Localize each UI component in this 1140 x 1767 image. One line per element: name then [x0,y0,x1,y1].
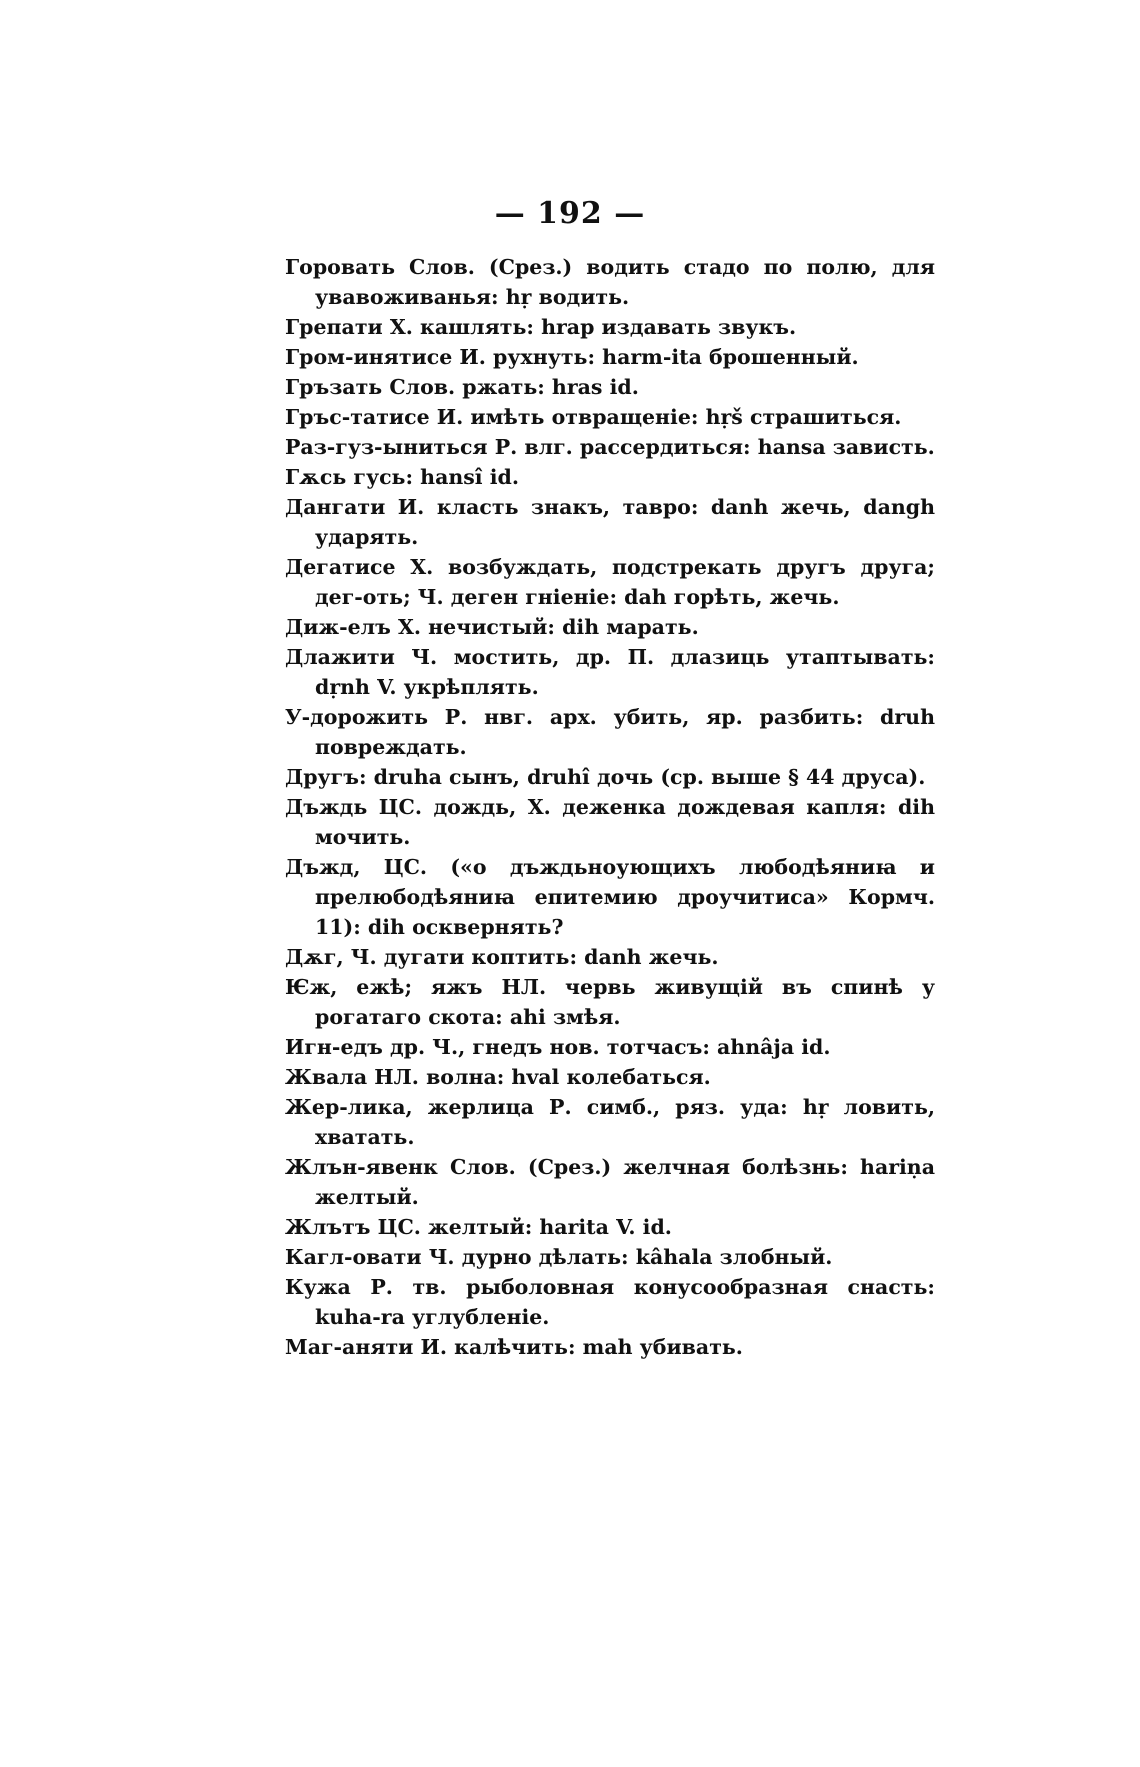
dictionary-entry: Жер-лика, жерлица Р. симб., ряз. уда: hṛ ловить, хватать. [285,1095,935,1149]
dictionary-entry: Маг-аняти И. калѣчить: mah убивать. [285,1335,743,1359]
dictionary-entry: Жлън-явенк Слов. (Срез.) желчная болѣзнь: hariṇa желтый. [285,1155,935,1209]
dictionary-entry: Жвала НЛ. волна: hval колебаться. [285,1065,711,1089]
dictionary-entry: Другъ: druha сынъ, druhî дочь (ср. выше § 44 друса). [285,765,926,789]
dictionary-entry: Жлътъ ЦС. желтый: harita V. id. [285,1215,672,1239]
dictionary-entry: Дъжд, ЦС. («о дъждьноующихъ любодѣяниꙗ и прелюбодѣяниꙗ епитемию дроучитиса» Кормч. 11): dih осквернять? [285,855,935,939]
dictionary-entry: Дегатисе Х. возбуждать, подстрекать другъ друга; дег-оть; Ч. деген гніеніе: dah горѣть, жечь. [285,555,935,609]
dictionary-entries [285,252,935,1362]
dictionary-entry: Ѥж, ежѣ; яжъ НЛ. червь живущій въ спинѣ у рогатаго скота: ahi змѣя. [285,975,935,1029]
dictionary-entry: Гръзать Слов. ржать: hras id. [285,375,639,399]
dictionary-entry: Грепати Х. кашлять: hrap издавать звукъ. [285,315,797,339]
dictionary-entry: Раз-гуз-ыниться Р. влг. рассердиться: hansa зависть. [285,435,935,459]
dictionary-entry: Игн-едъ др. Ч., гнедъ нов. тотчасъ: ahnâja id. [285,1035,831,1059]
dictionary-entry: Гѫсь гусь: hansî id. [285,465,519,489]
dictionary-entry: Диж-елъ Х. нечистый: dih марать. [285,615,699,639]
dictionary-entry: Кагл-овати Ч. дурно дѣлать: kâhala злобный. [285,1245,833,1269]
dictionary-entry: Кужа Р. тв. рыболовная конусообразная снасть: kuha-ra углубленіе. [285,1275,935,1329]
dictionary-entry: У-дорожить Р. нвг. арх. убить, яр. разбить: druh повреждать. [285,705,935,759]
dictionary-entry: Гръс-татисе И. имѣть отвращеніе: hṛš страшиться. [285,405,902,429]
dictionary-entry: Горовать Слов. (Срез.) водить стадо по полю, для увавоживанья: hṛ водить. [285,255,935,309]
dictionary-entry: Дъждь ЦС. дождь, Х. деженка дождевая капля: dih мочить. [285,795,935,849]
dictionary-entry: Дѫг, Ч. дугати коптить: danh жечь. [285,945,719,969]
dictionary-entry: Гром-инятисе И. рухнуть: harm-ita брошенный. [285,345,859,369]
page-number: — 192 — [494,196,646,231]
dictionary-entry: Дангати И. класть знакъ, тавро: danh жечь, dangh ударять. [285,495,935,549]
dictionary-entry: Длажити Ч. мостить, др. П. длазиць утаптывать: dṛnh V. укрѣплять. [285,645,935,699]
